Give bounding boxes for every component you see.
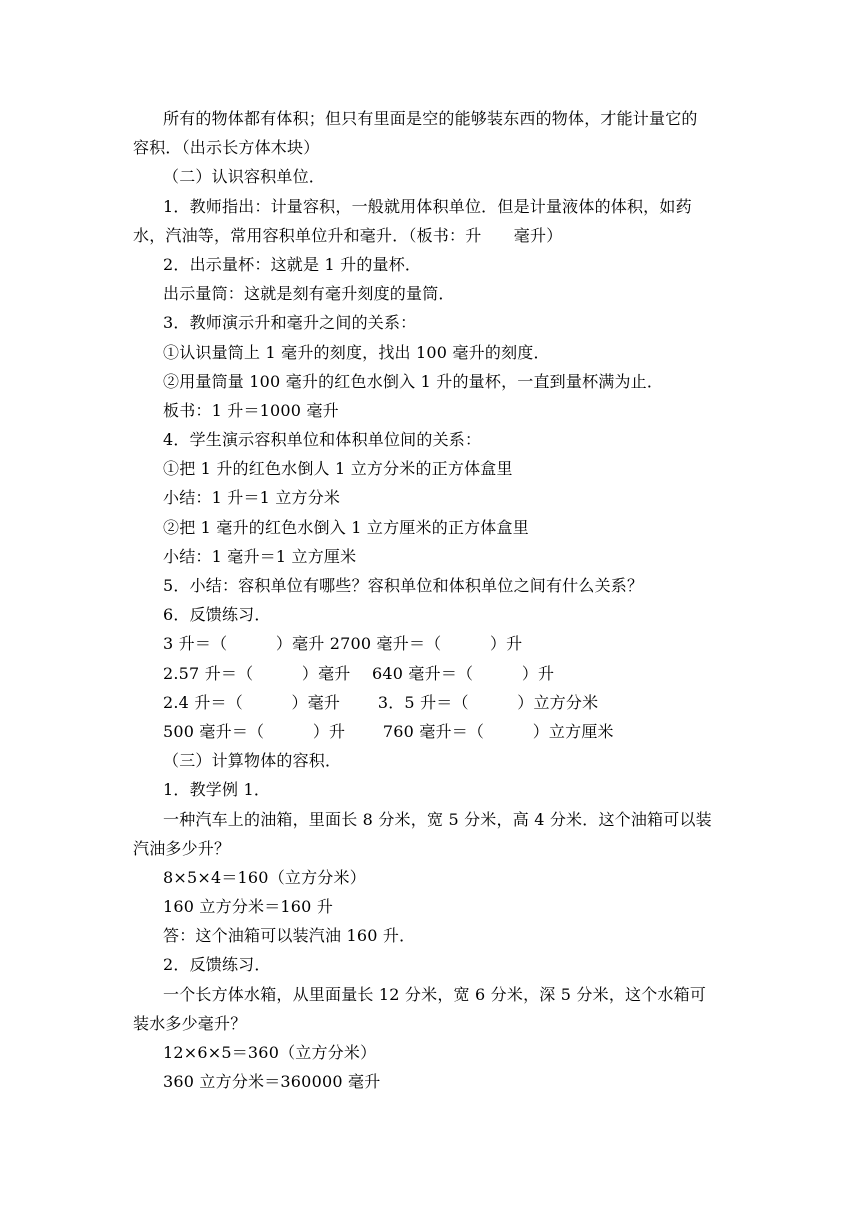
paragraph-line: 一个长方体水箱，从里面量长 12 分米，宽 6 分米，深 5 分米，这个水箱可	[163, 984, 707, 1004]
paragraph-line: 所有的物体都有体积；但只有里面是空的能够装东西的物体，才能计量它的	[163, 109, 698, 128]
paragraph-line: 小结：1 升＝1 立方分米	[163, 488, 341, 508]
paragraph-line: 1．教师指出：计量容积，一般就用体积单位．但是计量液体的体积，如药	[163, 196, 692, 216]
paragraph-line: 5．小结：容积单位有哪些？容积单位和体积单位之间有什么关系？	[163, 576, 644, 595]
paragraph-line: ②用量筒量 100 毫升的红色水倒入 1 升的量杯，一直到量杯满为止．	[163, 371, 664, 391]
paragraph-line: 6．反馈练习．	[163, 605, 271, 625]
paragraph-line: 装水多少毫升？	[133, 1013, 247, 1033]
exercise-line: 3 升＝（ ）毫升 2700 毫升＝（ ）升	[163, 634, 523, 654]
paragraph-line: 板书：1 升＝1000 毫升	[163, 400, 339, 420]
equation-line: 360 立方分米＝360000 毫升	[163, 1072, 381, 1092]
paragraph-line: 1．教学例 1．	[163, 780, 271, 800]
section-heading: （二）认识容积单位．	[163, 167, 326, 187]
paragraph-line: ①认识量筒上 1 毫升的刻度，找出 100 毫升的刻度．	[163, 342, 550, 362]
equation-line: 160 立方分米＝160 升	[163, 897, 334, 917]
section-heading: （三）计算物体的容积．	[163, 751, 342, 771]
paragraph-line: 水，汽油等，常用容积单位升和毫升．（板书：升 毫升）	[133, 225, 563, 245]
paragraph-line: 小结：1 毫升＝1 立方厘米	[163, 546, 357, 566]
paragraph-line: 2．出示量杯：这就是 1 升的量杯．	[163, 254, 422, 274]
paragraph-line: ①把 1 升的红色水倒人 1 立方分米的正方体盒里	[163, 459, 513, 479]
paragraph-line: 出示量筒：这就是刻有毫升刻度的量筒．	[163, 284, 455, 304]
exercise-line: 2.57 升＝（ ）毫升 640 毫升＝（ ）升	[163, 663, 555, 683]
document-body	[133, 104, 733, 1096]
exercise-line: 500 毫升＝（ ）升 760 毫升＝（ ）立方厘米	[163, 721, 614, 741]
exercise-line: 2.4 升＝（ ）毫升 3．5 升＝（ ）立方分米	[163, 692, 599, 712]
answer-line: 答：这个油箱可以装汽油 160 升．	[163, 926, 416, 946]
paragraph-line: 4．学生演示容积单位和体积单位间的关系：	[163, 430, 482, 450]
paragraph-line: 2．反馈练习．	[163, 955, 271, 975]
paragraph-line: 容积．（出示长方体木块）	[133, 138, 320, 158]
paragraph-line: 一种汽车上的油箱，里面长 8 分米，宽 5 分米，高 4 分米．这个油箱可以装	[163, 809, 712, 829]
paragraph-line: 3．教师演示升和毫升之间的关系：	[163, 313, 417, 333]
paragraph-line: ②把 1 毫升的红色水倒入 1 立方厘米的正方体盒里	[163, 517, 529, 537]
equation-line: 8×5×4＝160（立方分米）	[163, 867, 366, 887]
equation-line: 12×6×5＝360（立方分米）	[163, 1043, 377, 1062]
paragraph-line: 汽油多少升？	[133, 838, 231, 858]
